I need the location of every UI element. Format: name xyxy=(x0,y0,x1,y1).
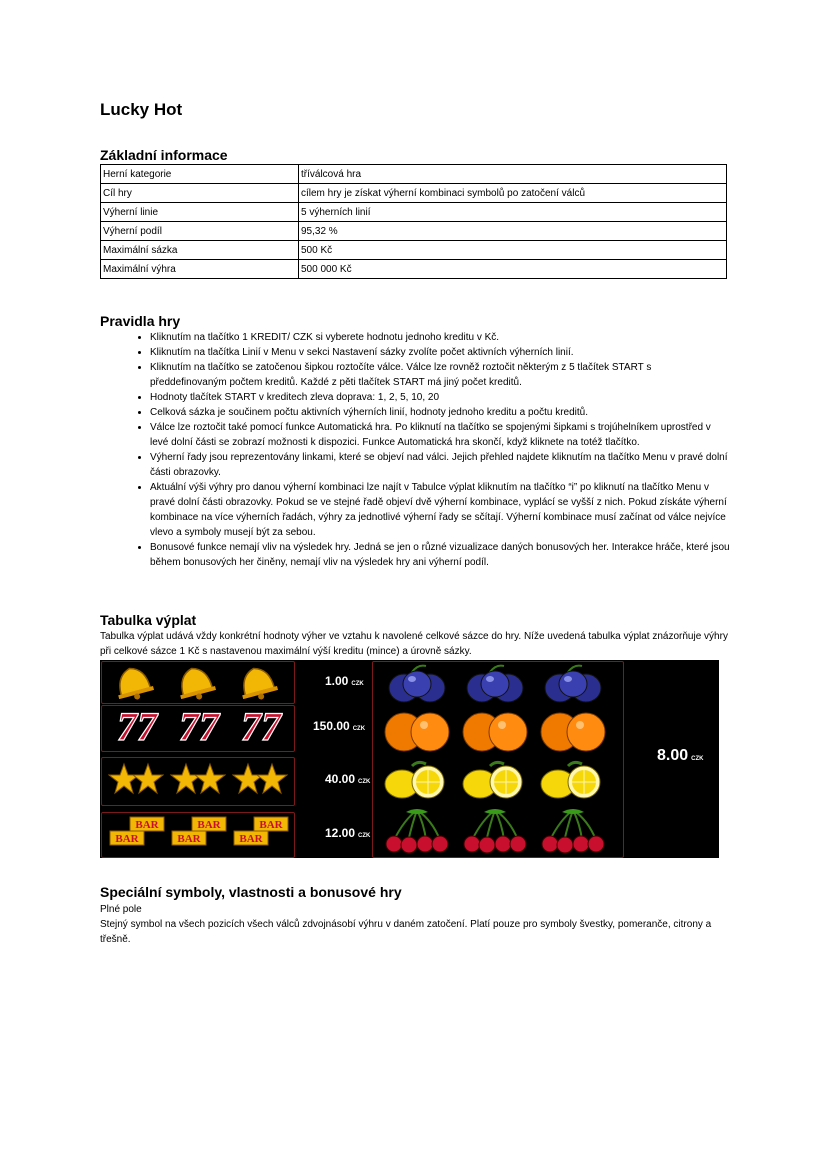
paytable-amount xyxy=(325,772,370,786)
info-label: Maximální sázka xyxy=(101,241,299,260)
amount-value: 12.00 xyxy=(325,826,356,840)
basic-info-heading: Základní informace xyxy=(100,147,228,163)
page-title: Lucky Hot xyxy=(100,100,183,119)
rules-heading: Pravidla hry xyxy=(100,313,181,329)
rule-item: • Kliknutím na tlačítka Linií v Menu v sekci Nastavení sázky zvolíte počet aktivních výherních linií. xyxy=(150,345,730,360)
amount-currency: CZK xyxy=(351,681,364,687)
info-label: Výherní podíl xyxy=(101,222,299,241)
info-row xyxy=(101,203,727,222)
cherry-icon xyxy=(382,806,452,859)
rule-item: • Celková sázka je součinem počtu aktivních výherních linií, hodnoty jednoho kreditu a počtu kreditů. xyxy=(150,405,730,420)
paytable-amount xyxy=(325,826,370,840)
info-label: Výherní linie xyxy=(101,203,299,222)
svg-text:BAR: BAR xyxy=(197,819,221,831)
rules-list xyxy=(100,330,730,570)
bar-icon xyxy=(232,814,290,855)
amount-currency: CZK xyxy=(358,833,371,839)
svg-text:BAR: BAR xyxy=(115,833,139,845)
orange-icon xyxy=(382,710,452,759)
svg-text:77: 77 xyxy=(179,707,219,745)
svg-text:77: 77 xyxy=(117,707,157,745)
rule-item: • Válce lze roztočit také pomocí funkce Automatická hra. Po kliknutí na tlačítko se spojenými šipkami s trojúhelníkem uprostřed v levé dolní části se zobrazí možnosti k dispozici. Funkce Automatická hra skončí, když kliknete na totéž tlačítko. xyxy=(150,420,730,450)
rule-item: • Kliknutím na tlačítko se zatočenou šipkou roztočíte válce. Válce lze rovněž roztočit některým z 5 tlačítek START s předdefinovaným počtem kreditů. Každé z pěti tlačítek START má jiný počet kreditů. xyxy=(150,360,730,390)
rule-item: • Výherní řady jsou reprezentovány linkami, které se objeví nad válci. Jejich přehled najdete kliknutím na tlačítko Menu v pravé dolní části obrazovky. xyxy=(150,450,730,480)
amount-currency: CZK xyxy=(352,726,366,732)
lemon-icon xyxy=(538,758,608,807)
paytable-description: Tabulka výplat udává vždy konkrétní hodnoty výher ve vztahu k navolené celkové sázce do hry. Níže uvedená tabulka výplat znázorňuje výhry při celkové sázce 1 Kč s nastavenou maximální výší kreditu (mince) a úrovně sázky. xyxy=(100,631,728,657)
seven-icon xyxy=(232,707,290,750)
info-row xyxy=(101,184,727,203)
fruit-amount xyxy=(657,747,703,765)
star-icon xyxy=(232,760,288,805)
star-icon xyxy=(170,760,226,805)
info-label: Herní kategorie xyxy=(101,165,299,184)
info-value: cílem hry je získat výherní kombinaci symbolů po zatočení válců xyxy=(299,184,727,203)
svg-text:BAR: BAR xyxy=(239,833,263,845)
svg-text:77: 77 xyxy=(241,707,281,745)
lemon-icon xyxy=(460,758,530,807)
info-row xyxy=(101,241,727,260)
bell-icon xyxy=(108,662,158,705)
info-value: tříválcová hra xyxy=(299,165,727,184)
basic-info-table xyxy=(100,164,727,279)
svg-text:BAR: BAR xyxy=(259,819,283,831)
paytable-amount xyxy=(325,674,364,688)
plum-icon xyxy=(460,662,530,711)
seven-icon xyxy=(108,707,166,750)
info-value: 500 Kč xyxy=(299,241,727,260)
info-row xyxy=(101,165,727,184)
info-value: 5 výherních linií xyxy=(299,203,727,222)
plum-icon xyxy=(382,662,452,711)
svg-text:BAR: BAR xyxy=(135,819,159,831)
bar-icon xyxy=(170,814,228,855)
special-description: Stejný symbol na všech pozicích všech válců zdvojnásobí výhru v daném zatočení. Platí pouze pro symboly švestky, pomeranče, citrony a třešně. xyxy=(100,919,712,945)
rule-item: • Aktuální výši výhry pro danou výherní kombinaci lze najít v Tabulce výplat kliknutím na tlačítko “i” po kliknutí na tlačítko Menu v pravé dolní části obrazovky. Pokud se ve stejné řadě objeví dvě výherní kombinace, vyplácí se vyšší z nich. Pokud získáte výherní kombinace na více výherních řadách, výhry za jednotlivé výherní řady se sčítají. Výherní kombinace musí začínat od válce nejvíce vlevo a symboly musejí být za sebou. xyxy=(150,480,730,540)
bar-icon xyxy=(108,814,166,855)
orange-icon xyxy=(460,710,530,759)
amount-currency: CZK xyxy=(358,779,371,785)
bell-icon xyxy=(170,662,220,705)
special-heading: Speciální symboly, vlastnosti a bonusové hry xyxy=(100,884,402,900)
info-label: Maximální výhra xyxy=(101,260,299,279)
info-row xyxy=(101,260,727,279)
orange-icon xyxy=(538,710,608,759)
rule-item: • Bonusové funkce nemají vliv na výsledek hry. Jedná se jen o různé vizualizace daných bonusových her. Interakce hráče, které jsou během bonusových her činěny, nemají vliv na výsledek hry ani výherní podíl. xyxy=(150,540,730,570)
bell-icon xyxy=(232,662,282,705)
special-subheading: Plné pole xyxy=(100,904,142,915)
fruit-amount-value: 8.00 xyxy=(657,747,689,764)
cherry-icon xyxy=(538,806,608,859)
paytable-amount xyxy=(313,719,365,733)
cherry-icon xyxy=(460,806,530,859)
amount-value: 1.00 xyxy=(325,674,349,688)
svg-text:BAR: BAR xyxy=(177,833,201,845)
star-icon xyxy=(108,760,164,805)
paytable-image xyxy=(100,660,719,858)
rule-item: • Hodnoty tlačítek START v kreditech zleva doprava: 1, 2, 5, 10, 20 xyxy=(150,390,730,405)
plum-icon xyxy=(538,662,608,711)
fruit-amount-currency: CZK xyxy=(691,756,704,762)
amount-value: 150.00 xyxy=(313,719,350,733)
info-label: Cíl hry xyxy=(101,184,299,203)
amount-value: 40.00 xyxy=(325,772,356,786)
info-value: 500 000 Kč xyxy=(299,260,727,279)
seven-icon xyxy=(170,707,228,750)
lemon-icon xyxy=(382,758,452,807)
rule-item: • Kliknutím na tlačítko 1 KREDIT/ CZK si vyberete hodnotu jednoho kreditu v Kč. xyxy=(150,330,730,345)
info-row xyxy=(101,222,727,241)
info-value: 95,32 % xyxy=(299,222,727,241)
paytable-heading: Tabulka výplat xyxy=(100,612,197,628)
